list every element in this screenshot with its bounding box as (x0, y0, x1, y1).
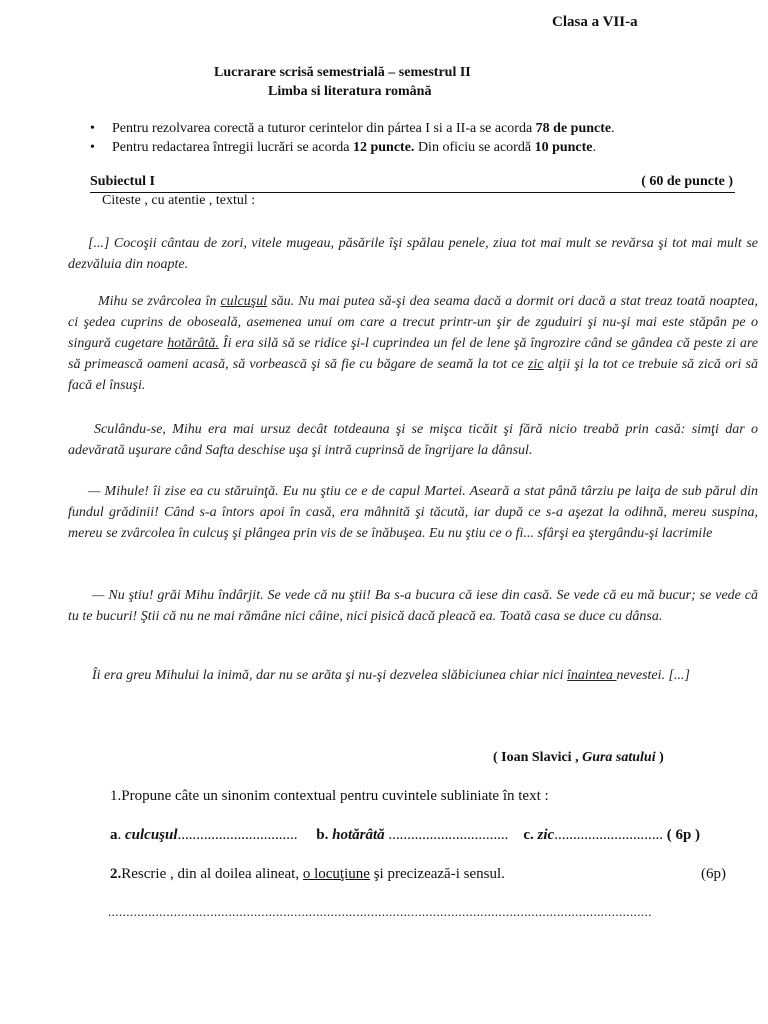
answer-blank-c[interactable]: ............................. (554, 827, 663, 843)
paragraph-segment: Mihu se zvârcolea în (98, 294, 221, 309)
instruction-text: Citeste , cu atentie , textul : (102, 193, 256, 208)
bullet-text: Pentru redactarea întregii lucrări se acorda (112, 140, 353, 155)
answer-blank-a[interactable]: ................................ (177, 827, 298, 843)
paragraph-segment: nevestei. [...] (616, 668, 690, 683)
underlined-word: culcuşul (220, 294, 268, 309)
option-c-word: zic (537, 827, 555, 843)
underlined-word: zic (527, 357, 544, 372)
page-title: Lucrarare scrisă semestrială – semestrul II (214, 65, 471, 80)
text-paragraph: Sculându-se, Mihu era mai ursuz decât totdeauna şi se mişca ticăit şi fără nicio treabă prin casă: simţi dar o adevărată uşurare când Safta deschise uşa şi intră cuprinsă de îngrijare la dânsul. (68, 422, 758, 458)
paragraph-segment: Îi era greu Mihului la inimă, dar nu se arăta şi nu-şi dezvelea slăbiciunea chiar nici (92, 668, 568, 683)
answer-line[interactable]: ..................................................................................................................................................... (108, 904, 652, 919)
subject-heading (90, 174, 735, 193)
option-b-label: b. (316, 827, 329, 843)
option-a-word: culcuşul (125, 827, 178, 843)
question-2-points: (6p) (701, 866, 726, 882)
source-close: ) (659, 750, 664, 765)
text-paragraph: — Mihule! îi zise ea cu stăruinţă. Eu nu ştiu ce e de capul Martei. Aseară a stat până târziu pe laiţa de sub părul din fundul grădinii! Când s-a întors apoi în casă, era mâhnită şi tăcută, iar după ce s-a aşezat la odihnă, mereu suspina, mereu se zvârcolea în culcuş şi plângea prin vis de se înăbuşea. Eu nu ştiu ce o fi... sfârşi ea ştergându-şi lacrimile (68, 484, 758, 541)
question-2-number: 2. (110, 866, 122, 882)
bullet-bold: 78 de puncte (535, 121, 612, 136)
paragraph-segment: său. Nu mai putea să-şi dea seama dacă a dormit ori dacă a stat treaz toată noaptea, ci şedea cuprins de oboseală, asemenea unui om care a trecut printr-un şir de zguduiri şi nu-şi mai este stăpân pe o singură cugetare (68, 294, 758, 351)
question-1: 1.Propune câte un sinonim contextual pentru cuvintele subliniate în text : (110, 788, 549, 804)
question-1-answers: a. culcuşul................................ b. hotărâtă ................................ c. zic............................. ( 6p ) (110, 827, 701, 843)
option-b-word: hotărâtă (332, 827, 385, 843)
paragraph-segment: alţii şi la tot ce trebuie să zică ori să facă el însuşi. (68, 357, 758, 393)
text-paragraph (68, 665, 758, 686)
question-2-text-end: şi precizează-i sensul. (369, 866, 505, 882)
bullet-icon: • (90, 121, 95, 136)
bullet-bold: 12 puncte. (352, 140, 415, 155)
bullet-text: Pentru rezolvarea corectă a tuturor cerintelor din pártea I si a II-a se acorda (112, 121, 536, 136)
source-author: ( Ioan Slavici , (493, 750, 579, 765)
subject-points: ( 60 de puncte ) (641, 174, 733, 189)
text-paragraph: [...] Cocoşii cântau de zori, vitele mugeau, păsările îşi spălau penele, ziua tot mai mult se revărsa şi tot mai mult se dezvăluia din noapte. (68, 236, 758, 272)
question-2 (110, 866, 505, 883)
option-a-label: a (110, 827, 118, 843)
question-2-text: Rescrie , din al doilea alineat, (121, 866, 303, 882)
option-c-label: c. (523, 827, 534, 843)
underlined-word: o locuţiune (302, 866, 370, 882)
text-paragraph: — Nu ştiu! grăi Mihu îndârjit. Se vede că nu ştii! Ba s-a bucura că iese din casă. Se vede că eu mă bucur; se vede că tu te bucuri! Ştii că nu ne mai rămâne nici câine, nici pisică dacă pleacă ea. Toată casa se duce cu dânsa. (68, 588, 758, 624)
bullet-text-end: . (592, 140, 597, 155)
underlined-word: înaintea (567, 668, 617, 683)
class-label: Clasa a VII-a (552, 14, 638, 30)
underlined-word: hotărâtă. (167, 336, 219, 351)
source-citation (493, 750, 664, 766)
bullet-text-end: . (611, 121, 615, 136)
question-1-points: ( 6p ) (666, 827, 701, 843)
bullet-item (90, 121, 615, 137)
text-paragraph (68, 291, 758, 396)
bullet-bold: 10 puncte (534, 140, 593, 155)
bullet-icon: • (90, 140, 95, 155)
paragraph-segment: Îi era silă să se ridice şi-l cuprindea un fel de lene şă îngrozire când se gândea că peste zi are să primească oameni acasă, să vorbească şi să fie cu băgare de seamă la tot ce (68, 336, 759, 372)
answer-blank-b[interactable]: ................................ (388, 827, 509, 843)
subject-title: Subiectul I (90, 174, 155, 189)
source-work: Gura satului (582, 750, 656, 765)
bullet-item (90, 140, 596, 156)
bullet-text-mid: Din oficiu se acordă (414, 140, 535, 155)
page-subtitle: Limba si literatura română (268, 84, 432, 99)
